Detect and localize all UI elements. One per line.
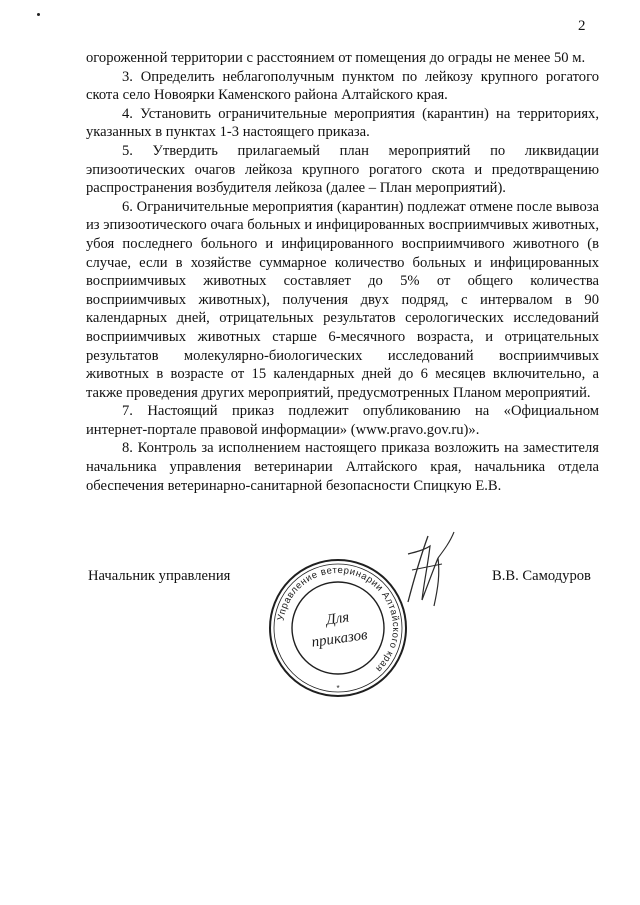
svg-text:*: * [336,684,340,693]
paragraph-continuation: огороженной территории с расстоянием от помещения до ограды не менее 50 м. [86,50,586,66]
scan-speck [37,13,40,16]
signer-position-title: Начальник управления [88,568,231,584]
svg-text:Управление ветеринарии Алтайск: Управление ветеринарии Алтайского края [275,564,402,675]
paragraph-item-7: 7. Настоящий приказ подлежит опубликованию на «Официальном интернет-портале правовой информации» (www.pravo.gov.ru)». [86,403,599,438]
signer-name: В.В. Самодуров [492,568,591,584]
svg-text:приказов: приказов [310,627,369,651]
page-number: 2 [578,18,586,34]
paragraph-item-3: 3. Определить неблагополучным пунктом по лейкозу крупного рогатого скота село Новоярки Каменского района Алтайского края. [86,68,599,104]
paragraph-item-8: 8. Контроль за исполнением настоящего приказа возложить на заместителя начальника управления ветеринарии Алтайского края, начальника отдела обеспечения ветеринарно-санитарной безопасности Спицкую Е.В. [86,440,599,494]
official-stamp [267,557,409,699]
paragraph-item-6: 6. Ограничительные мероприятия (карантин) подлежат отмене после вывоза из эпизоотического очага больных и инфицированных восприимчивых животных, убоя последнего больного и инфицированного восприимчивого животного (в случае, если в хозяйстве суммарное количество больных и инфицированных восприимчивых животных составляет до 5% от общего количества восприимчивых животных), получения двух подряд, с интервалом в 90 календарных дней, отрицательных результатов серологических исследований восприимчивых животных старше 6-месячного возраста, и отрицательных результатов молекулярно-биологических исследований восприимчивых животных в возрасте от 15 календарных дней до 6 месяцев включительно, а также проведения других мероприятий, предусмотренных Планом мероприятий. [86,198,599,401]
svg-text:Для: Для [325,609,351,629]
document-body [86,49,599,495]
paragraph-item-5: 5. Утвердить прилагаемый план мероприятий по ликвидации эпизоотических очагов лейкоза крупного рогатого скота и предотвращению распространения возбудителя лейкоза (далее – План мероприятий). [86,142,599,197]
paragraph-item-4: 4. Установить ограничительные мероприятия (карантин) на территориях, указанных в пунктах 1-3 настоящего приказа. [86,105,599,141]
